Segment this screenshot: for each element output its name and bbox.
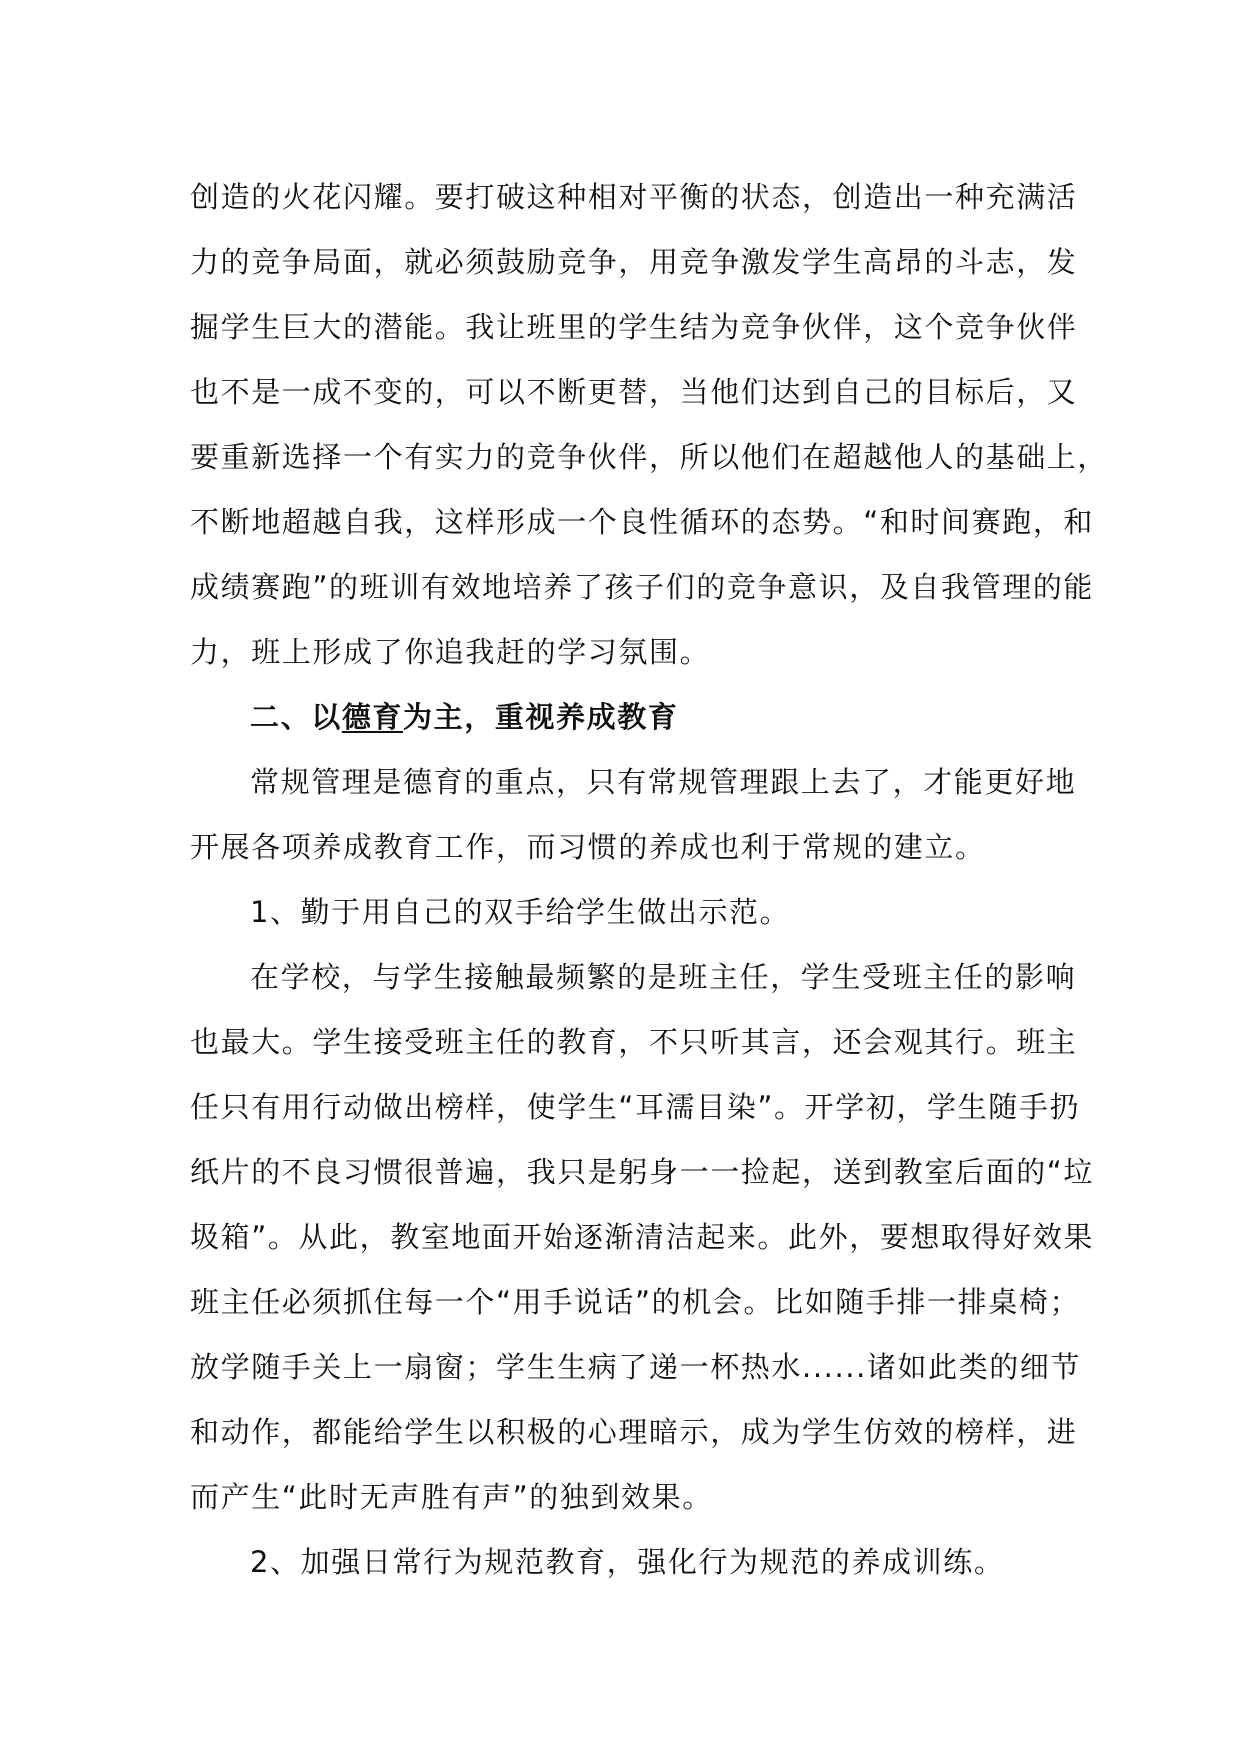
text-line: 也最大。学生接受班主任的教育，不只听其言，还会观其行。班主 bbox=[190, 1025, 1078, 1059]
text-line: 纸片的不良习惯很普遍，我只是躬身一一捡起，送到教室后面的“垃 bbox=[190, 1155, 1095, 1189]
text-line: 圾箱”。从此，教室地面开始逐渐清洁起来。此外，要想取得好效果 bbox=[190, 1220, 1095, 1254]
heading-prefix: 二、以 bbox=[250, 700, 342, 734]
text-line: 不断地超越自我，这样形成一个良性循环的态势。“和时间赛跑，和 bbox=[190, 505, 1095, 539]
text-line: 和动作，都能给学生以积极的心理暗示，成为学生仿效的榜样，进 bbox=[190, 1415, 1078, 1449]
document-page bbox=[190, 165, 1110, 1595]
section-heading bbox=[190, 685, 1110, 750]
text-line: 开展各项养成教育工作，而习惯的养成也利于常规的建立。 bbox=[190, 830, 986, 864]
text-line: 要重新选择一个有实力的竞争伙伴，所以他们在超越他人的基础上， bbox=[190, 440, 1109, 474]
heading-suffix: 为主，重视养成教育 bbox=[403, 700, 679, 734]
text-line: 力，班上形成了你追我赶的学习氛围。 bbox=[190, 635, 711, 669]
text-line: 班主任必须抓住每一个“用手说话”的机会。比如随手排一排桌椅； bbox=[190, 1285, 1081, 1319]
subheading: 1、勤于用自己的双手给学生做出示范。 bbox=[250, 895, 791, 929]
text-line: 创造的火花闪耀。要打破这种相对平衡的状态，创造出一种充满活 bbox=[190, 180, 1078, 214]
heading-underlined: 德育 bbox=[341, 700, 404, 734]
text-line: 放学随手关上一扇窗；学生生病了递一杯热水......诸如此类的细节 bbox=[190, 1350, 1082, 1384]
text-line: 常规管理是德育的重点，只有常规管理跟上去了，才能更好地 bbox=[250, 765, 1077, 799]
text-line: 任只有用行动做出榜样，使学生“耳濡目染”。开学初，学生随手扔 bbox=[190, 1090, 1081, 1124]
text-line: 力的竞争局面，就必须鼓励竞争，用竞争激发学生高昂的斗志，发 bbox=[190, 245, 1078, 279]
text-line: 也不是一成不变的，可以不断更替，当他们达到自己的目标后，又 bbox=[190, 375, 1078, 409]
text-line: 成绩赛跑”的班训有效地培养了孩子们的竞争意识，及自我管理的能 bbox=[190, 570, 1095, 604]
subheading: 2、加强日常行为规范教育，强化行为规范的养成训练。 bbox=[250, 1545, 1005, 1579]
text-line: 在学校，与学生接触最频繁的是班主任，学生受班主任的影响 bbox=[250, 960, 1077, 994]
text-line: 而产生“此时无声胜有声”的独到效果。 bbox=[190, 1480, 713, 1514]
text-line: 掘学生巨大的潜能。我让班里的学生结为竞争伙伴，这个竞争伙伴 bbox=[190, 310, 1078, 344]
